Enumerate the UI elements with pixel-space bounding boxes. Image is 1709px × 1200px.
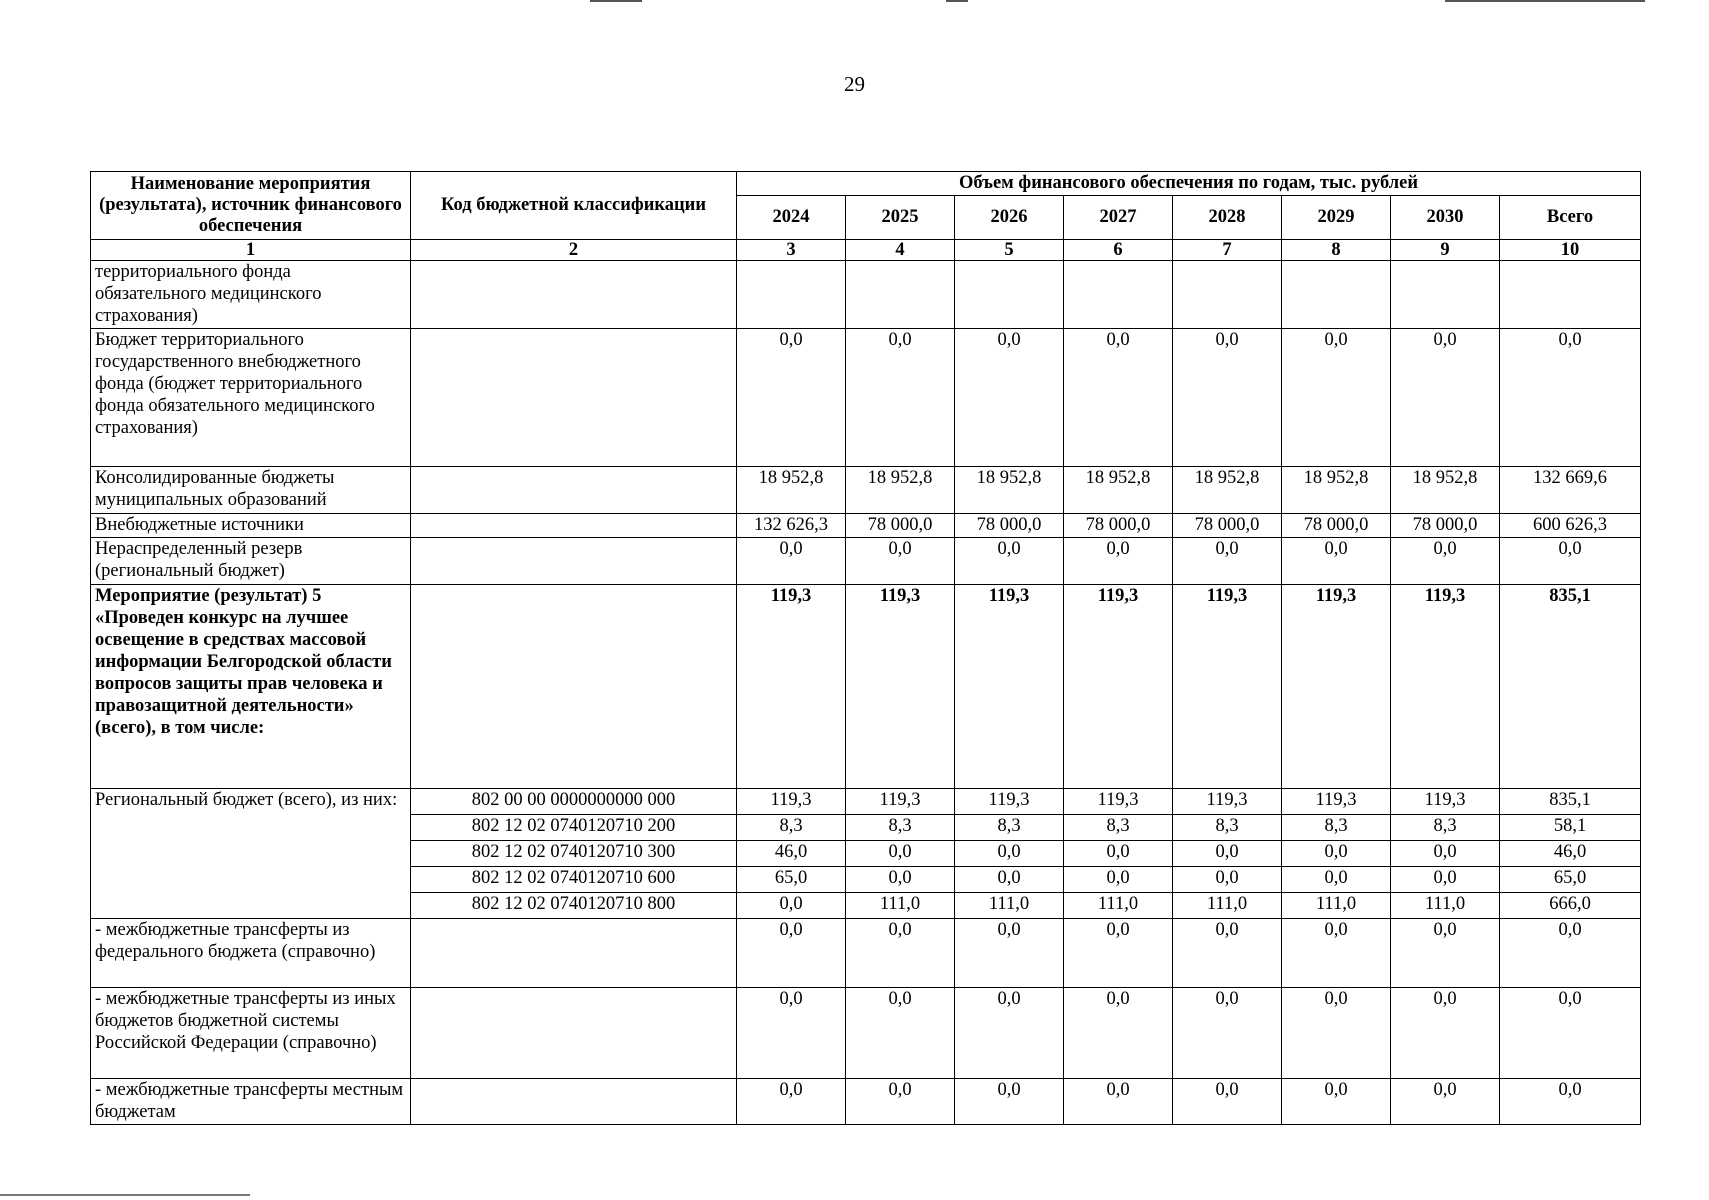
value-cell: 0,0 <box>1173 1079 1282 1125</box>
value-cell: 119,3 <box>1173 585 1282 789</box>
value-cell: 78 000,0 <box>955 514 1064 538</box>
table-row <box>91 988 1641 1079</box>
row-code <box>411 585 737 789</box>
value-cell <box>737 261 846 329</box>
value-cell: 119,3 <box>955 585 1064 789</box>
table-row <box>91 789 1641 815</box>
value-cell: 666,0 <box>1500 893 1641 919</box>
value-cell: 8,3 <box>1391 815 1500 841</box>
value-cell: 0,0 <box>1500 538 1641 585</box>
header-volume: Объем финансового обеспечения по годам, тыс. рублей <box>737 172 1641 196</box>
row-code <box>411 514 737 538</box>
value-cell: 0,0 <box>955 867 1064 893</box>
value-cell <box>1173 261 1282 329</box>
value-cell: 119,3 <box>955 789 1064 815</box>
value-cell: 0,0 <box>846 867 955 893</box>
value-cell: 0,0 <box>1064 1079 1173 1125</box>
value-cell: 119,3 <box>1282 789 1391 815</box>
table-row <box>91 585 1641 789</box>
value-cell: 119,3 <box>737 585 846 789</box>
column-number: 5 <box>955 240 1064 261</box>
value-cell: 119,3 <box>1173 789 1282 815</box>
value-cell: 0,0 <box>1173 329 1282 467</box>
table-row <box>91 514 1641 538</box>
value-cell: 0,0 <box>1391 841 1500 867</box>
value-cell: 111,0 <box>846 893 955 919</box>
header-year: 2029 <box>1282 196 1391 240</box>
value-cell: 0,0 <box>1173 867 1282 893</box>
value-cell: 0,0 <box>955 841 1064 867</box>
value-cell <box>1064 261 1173 329</box>
value-cell: 111,0 <box>1064 893 1173 919</box>
value-cell: 0,0 <box>846 329 955 467</box>
value-cell: 119,3 <box>846 585 955 789</box>
row-code <box>411 329 737 467</box>
value-cell: 111,0 <box>955 893 1064 919</box>
row-code: 802 12 02 0740120710 800 <box>411 893 737 919</box>
value-cell: 0,0 <box>955 329 1064 467</box>
value-cell: 0,0 <box>1064 919 1173 988</box>
column-number: 4 <box>846 240 955 261</box>
value-cell: 0,0 <box>1500 329 1641 467</box>
value-cell: 78 000,0 <box>1173 514 1282 538</box>
value-cell: 18 952,8 <box>1282 467 1391 514</box>
value-cell: 119,3 <box>846 789 955 815</box>
value-cell: 78 000,0 <box>1282 514 1391 538</box>
value-cell: 119,3 <box>1282 585 1391 789</box>
value-cell: 0,0 <box>1064 841 1173 867</box>
value-cell: 0,0 <box>1391 1079 1500 1125</box>
value-cell: 8,3 <box>1282 815 1391 841</box>
header-total: Всего <box>1500 196 1641 240</box>
value-cell: 0,0 <box>1391 867 1500 893</box>
value-cell: 8,3 <box>737 815 846 841</box>
value-cell: 0,0 <box>1173 919 1282 988</box>
row-name: Бюджет территориального государственного внебюджетного фонда (бюджет территориального фонда обязательного медицинского страхования) <box>91 329 411 467</box>
table-row <box>91 538 1641 585</box>
value-cell: 18 952,8 <box>846 467 955 514</box>
header-code: Код бюджетной классификации <box>411 172 737 240</box>
value-cell: 0,0 <box>955 538 1064 585</box>
value-cell: 0,0 <box>1500 919 1641 988</box>
row-name: Нераспределенный резерв (региональный бюджет) <box>91 538 411 585</box>
header-year: 2027 <box>1064 196 1173 240</box>
budget-table <box>90 171 1641 1125</box>
column-number: 1 <box>91 240 411 261</box>
table-row <box>91 467 1641 514</box>
value-cell: 835,1 <box>1500 789 1641 815</box>
column-number: 8 <box>1282 240 1391 261</box>
value-cell <box>955 261 1064 329</box>
value-cell: 0,0 <box>955 919 1064 988</box>
value-cell: 65,0 <box>737 867 846 893</box>
value-cell: 58,1 <box>1500 815 1641 841</box>
column-number: 10 <box>1500 240 1641 261</box>
value-cell: 119,3 <box>1391 789 1500 815</box>
value-cell: 0,0 <box>1064 988 1173 1079</box>
row-name: Мероприятие (результат) 5 «Проведен конкурс на лучшее освещение в средствах массовой информации Белгородской области вопросов защиты прав человека и правозащитной деятельности» (всего), в том числе: <box>91 585 411 789</box>
header-year: 2028 <box>1173 196 1282 240</box>
value-cell: 0,0 <box>737 1079 846 1125</box>
row-code: 802 12 02 0740120710 300 <box>411 841 737 867</box>
row-code <box>411 988 737 1079</box>
row-code <box>411 919 737 988</box>
value-cell: 132 669,6 <box>1500 467 1641 514</box>
row-name: Региональный бюджет (всего), из них: <box>91 789 411 919</box>
value-cell: 18 952,8 <box>955 467 1064 514</box>
header-year: 2025 <box>846 196 955 240</box>
value-cell <box>846 261 955 329</box>
table-row <box>91 329 1641 467</box>
value-cell: 119,3 <box>1064 585 1173 789</box>
row-name: Внебюджетные источники <box>91 514 411 538</box>
scan-edge-mark <box>0 1194 250 1196</box>
value-cell: 0,0 <box>846 538 955 585</box>
row-code <box>411 467 737 514</box>
value-cell: 111,0 <box>1282 893 1391 919</box>
value-cell: 0,0 <box>737 919 846 988</box>
value-cell: 119,3 <box>737 789 846 815</box>
value-cell: 0,0 <box>1391 919 1500 988</box>
value-cell: 0,0 <box>1173 988 1282 1079</box>
value-cell: 600 626,3 <box>1500 514 1641 538</box>
row-name: территориального фонда обязательного медицинского страхования) <box>91 261 411 329</box>
value-cell: 0,0 <box>1282 841 1391 867</box>
table-row <box>91 261 1641 329</box>
value-cell: 0,0 <box>1500 988 1641 1079</box>
value-cell: 0,0 <box>737 988 846 1079</box>
value-cell: 8,3 <box>955 815 1064 841</box>
value-cell: 119,3 <box>1064 789 1173 815</box>
row-code: 802 00 00 0000000000 000 <box>411 789 737 815</box>
header-year: 2026 <box>955 196 1064 240</box>
value-cell: 0,0 <box>846 988 955 1079</box>
value-cell: 8,3 <box>1173 815 1282 841</box>
value-cell: 0,0 <box>1282 1079 1391 1125</box>
value-cell: 78 000,0 <box>1391 514 1500 538</box>
value-cell: 0,0 <box>1173 538 1282 585</box>
value-cell: 8,3 <box>846 815 955 841</box>
value-cell: 0,0 <box>1064 329 1173 467</box>
value-cell: 0,0 <box>846 841 955 867</box>
value-cell: 65,0 <box>1500 867 1641 893</box>
row-name: Консолидированные бюджеты муниципальных образований <box>91 467 411 514</box>
value-cell: 0,0 <box>1282 988 1391 1079</box>
row-name: - межбюджетные трансферты из федерального бюджета (справочно) <box>91 919 411 988</box>
value-cell: 0,0 <box>1064 867 1173 893</box>
value-cell: 0,0 <box>737 329 846 467</box>
header-row <box>91 172 1641 196</box>
row-name: - межбюджетные трансферты из иных бюджетов бюджетной системы Российской Федерации (справочно) <box>91 988 411 1079</box>
column-number: 2 <box>411 240 737 261</box>
value-cell: 0,0 <box>1282 867 1391 893</box>
value-cell: 18 952,8 <box>737 467 846 514</box>
value-cell: 78 000,0 <box>1064 514 1173 538</box>
table-row <box>91 919 1641 988</box>
value-cell: 46,0 <box>737 841 846 867</box>
scan-edge-mark <box>946 0 968 2</box>
value-cell: 111,0 <box>1173 893 1282 919</box>
row-code <box>411 1079 737 1125</box>
value-cell: 0,0 <box>1391 329 1500 467</box>
scan-edge-mark <box>1445 0 1645 2</box>
row-code <box>411 538 737 585</box>
value-cell: 0,0 <box>1282 329 1391 467</box>
value-cell: 0,0 <box>955 988 1064 1079</box>
row-name: - межбюджетные трансферты местным бюджетам <box>91 1079 411 1125</box>
value-cell: 0,0 <box>1500 1079 1641 1125</box>
column-number-row <box>91 240 1641 261</box>
row-code <box>411 261 737 329</box>
value-cell <box>1282 261 1391 329</box>
page-number: 29 <box>844 72 865 96</box>
column-number: 7 <box>1173 240 1282 261</box>
value-cell: 0,0 <box>737 893 846 919</box>
value-cell: 78 000,0 <box>846 514 955 538</box>
value-cell: 18 952,8 <box>1064 467 1173 514</box>
value-cell: 835,1 <box>1500 585 1641 789</box>
value-cell: 0,0 <box>1391 988 1500 1079</box>
value-cell: 111,0 <box>1391 893 1500 919</box>
row-code: 802 12 02 0740120710 200 <box>411 815 737 841</box>
value-cell: 132 626,3 <box>737 514 846 538</box>
value-cell: 46,0 <box>1500 841 1641 867</box>
value-cell: 0,0 <box>737 538 846 585</box>
value-cell: 0,0 <box>846 1079 955 1125</box>
table-row <box>91 1079 1641 1125</box>
value-cell: 0,0 <box>1173 841 1282 867</box>
value-cell: 8,3 <box>1064 815 1173 841</box>
column-number: 6 <box>1064 240 1173 261</box>
value-cell: 0,0 <box>1064 538 1173 585</box>
row-code: 802 12 02 0740120710 600 <box>411 867 737 893</box>
header-year: 2030 <box>1391 196 1500 240</box>
value-cell: 119,3 <box>1391 585 1500 789</box>
column-number: 9 <box>1391 240 1500 261</box>
header-name: Наименование мероприятия (результата), источник финансового обеспечения <box>91 172 411 240</box>
value-cell: 0,0 <box>1282 538 1391 585</box>
scan-edge-mark <box>590 0 642 2</box>
value-cell: 0,0 <box>846 919 955 988</box>
value-cell: 0,0 <box>1282 919 1391 988</box>
value-cell <box>1500 261 1641 329</box>
value-cell <box>1391 261 1500 329</box>
value-cell: 18 952,8 <box>1173 467 1282 514</box>
value-cell: 0,0 <box>955 1079 1064 1125</box>
header-year: 2024 <box>737 196 846 240</box>
value-cell: 0,0 <box>1391 538 1500 585</box>
column-number: 3 <box>737 240 846 261</box>
value-cell: 18 952,8 <box>1391 467 1500 514</box>
